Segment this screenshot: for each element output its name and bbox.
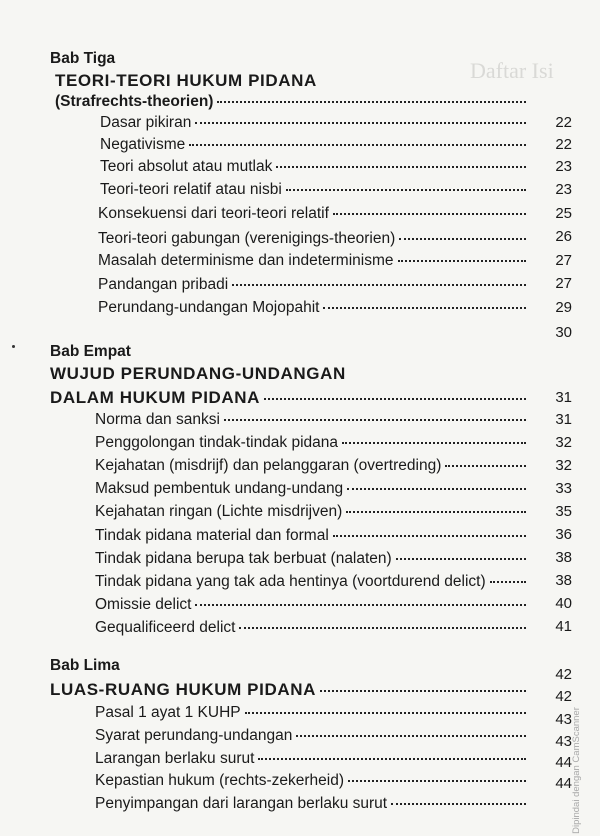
entry-title: Omissie delict — [95, 596, 192, 613]
entry-title: Tindak pidana material dan formal — [95, 527, 329, 544]
toc-entry — [95, 434, 530, 452]
toc-entry — [95, 480, 530, 498]
dot-leader — [217, 101, 526, 103]
page-number: 40 — [555, 595, 572, 612]
page-number: 41 — [555, 618, 572, 635]
page-number: 38 — [555, 549, 572, 566]
entry-title: Teori-teori relatif atau nisbi — [100, 181, 282, 198]
toc-entry — [98, 299, 530, 317]
chapter-heading: TEORI-TEORI HUKUM PIDANA — [55, 71, 317, 90]
page-number: 33 — [555, 480, 572, 497]
entry-title: Negativisme — [100, 136, 186, 153]
toc-entry — [95, 527, 530, 545]
page-number: 25 — [555, 205, 572, 222]
page-number: 26 — [555, 228, 572, 245]
entry-title: Tindak pidana berupa tak berbuat (nalaten) — [95, 550, 392, 567]
page-number: 44 — [555, 775, 572, 792]
entry-title: Kejahatan ringan (Lichte misdrijven) — [95, 503, 343, 520]
heading-text: LUAS-RUANG HUKUM PIDANA — [50, 680, 316, 699]
dot-leader — [189, 144, 526, 146]
dot-leader — [224, 419, 526, 421]
toc-entry — [95, 750, 530, 768]
toc-entry — [95, 550, 530, 568]
entry-title: Penggolongan tindak-tindak pidana — [95, 434, 339, 451]
page-number: 30 — [555, 324, 572, 341]
page-number: 23 — [555, 158, 572, 175]
entry-title: Larangan berlaku surut — [95, 750, 255, 767]
heading-text: DALAM HUKUM PIDANA — [50, 388, 261, 407]
bleed-through-text: Daftar Isi — [470, 58, 554, 83]
toc-entry — [95, 411, 530, 429]
entry-title: Gequalificeerd delict — [95, 619, 236, 636]
dot-leader — [195, 604, 526, 606]
chapter-label: Bab Tiga — [50, 50, 116, 67]
page-number: 38 — [555, 572, 572, 589]
page-number: 31 — [555, 411, 572, 428]
dot-leader — [333, 213, 526, 215]
entry-title: Pandangan pribadi — [98, 276, 229, 293]
scanner-watermark — [567, 706, 585, 834]
entry-title: Dasar pikiran — [100, 114, 192, 131]
entry-title: Maksud pembentuk undang-undang — [95, 480, 344, 497]
toc-entry — [98, 252, 530, 270]
toc-entry — [100, 114, 530, 132]
page-number: 22 — [555, 114, 572, 131]
dot-leader — [333, 535, 526, 537]
entry-title: Penyimpangan dari larangan berlaku surut — [95, 795, 388, 812]
page-number: 29 — [555, 299, 572, 316]
page-number: 32 — [555, 434, 572, 451]
dot-leader — [232, 284, 526, 286]
page-number: 43 — [555, 711, 572, 728]
page-number: 23 — [555, 181, 572, 198]
entry-title: Pasal 1 ayat 1 KUHP — [95, 704, 241, 721]
dot-leader — [276, 166, 526, 168]
toc-entry — [95, 727, 530, 745]
dot-leader — [323, 307, 526, 309]
chapter-heading: WUJUD PERUNDANG-UNDANGAN — [50, 364, 346, 383]
entry-title: Konsekuensi dari teori-teori relatif — [98, 205, 329, 222]
page-number: 42 — [555, 688, 572, 705]
entry-title: Masalah determinisme dan indeterminisme — [98, 252, 394, 269]
entry-title: Tindak pidana yang tak ada hentinya (voortdurend delict) — [95, 573, 486, 590]
toc-entry — [95, 596, 530, 614]
dot-leader — [239, 627, 526, 629]
toc-entry — [100, 181, 530, 199]
toc-entry — [95, 573, 530, 591]
page-number: 27 — [555, 275, 572, 292]
entry-title: Perundang-undangan Mojopahit — [98, 299, 320, 316]
toc-entry — [98, 276, 530, 294]
dot-leader — [398, 260, 527, 262]
toc-entry — [98, 205, 530, 223]
dot-leader — [195, 122, 526, 124]
chapter-heading-line — [50, 388, 530, 408]
dot-leader — [245, 712, 526, 714]
page-number: 42 — [555, 666, 572, 683]
dot-leader — [286, 189, 526, 191]
dot-leader — [347, 488, 526, 490]
toc-entry — [95, 619, 530, 637]
subheading-text: (Strafrechts-theorien) — [55, 93, 214, 110]
toc-entry — [95, 457, 530, 475]
dot-leader — [399, 238, 526, 240]
dot-leader — [296, 735, 526, 737]
entry-title: Syarat perundang-undangan — [95, 727, 293, 744]
page-number: 44 — [555, 754, 572, 771]
entry-title: Kepastian hukum (rechts-zekerheid) — [95, 772, 344, 789]
dot-leader — [348, 780, 526, 782]
dot-leader — [320, 690, 526, 692]
dot-leader — [490, 581, 526, 583]
toc-subheading — [55, 93, 530, 111]
page-number: 27 — [555, 252, 572, 269]
dot-leader — [391, 803, 526, 805]
toc-entry — [100, 158, 530, 176]
toc-entry — [100, 136, 530, 154]
page-number: 22 — [555, 136, 572, 153]
toc-entry — [95, 704, 530, 722]
dot-leader — [264, 398, 526, 400]
toc-entry — [98, 230, 530, 248]
dot-leader — [396, 558, 526, 560]
entry-title: Norma dan sanksi — [95, 411, 220, 428]
page-number: 32 — [555, 457, 572, 474]
entry-title: Kejahatan (misdrijf) dan pelanggaran (overtreding) — [95, 457, 442, 474]
page-number: 31 — [555, 389, 572, 406]
entry-title: Teori-teori gabungan (verenigings-theorien) — [98, 230, 396, 247]
dot-leader — [342, 442, 526, 444]
chapter-label: Bab Empat — [50, 343, 131, 360]
chapter-heading-line — [50, 680, 530, 700]
toc-entry — [95, 795, 530, 813]
chapter-label: Bab Lima — [50, 657, 120, 674]
dot-leader — [445, 465, 526, 467]
dot-leader — [346, 511, 526, 513]
toc-entry — [95, 772, 530, 790]
entry-title: Teori absolut atau mutlak — [100, 158, 273, 175]
watermark-text: Dipindai dengan CamScanner — [570, 706, 582, 834]
page-number: 35 — [555, 503, 572, 520]
toc-entry — [95, 503, 530, 521]
page-number: 36 — [555, 526, 572, 543]
dot-leader — [258, 758, 526, 760]
page-number: 43 — [555, 733, 572, 750]
speck-mark — [12, 345, 15, 348]
